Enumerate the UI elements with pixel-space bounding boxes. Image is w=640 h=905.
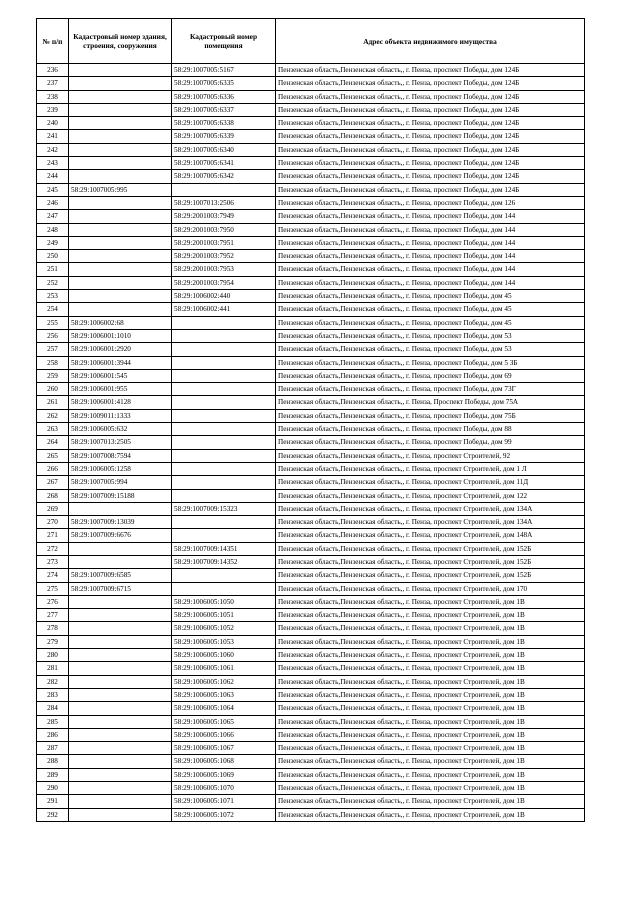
table-row [37, 688, 585, 701]
room-cadastral-cell: 58:29:1006005:1061 [172, 662, 276, 675]
row-number: 260 [37, 383, 69, 396]
room-cadastral-cell: 58:29:1006005:1062 [172, 675, 276, 688]
room-cadastral-cell: 58:29:1006005:1070 [172, 782, 276, 795]
address-cell: Пензенская область,Пензенская область,, г. Пенза, проспект Победы, дом 124Б [276, 90, 585, 103]
table-row [37, 396, 585, 409]
address-cell: Пензенская область,Пензенская область,, г. Пенза, проспект Победы, дом 144 [276, 276, 585, 289]
building-cadastral-cell [69, 130, 172, 143]
building-cadastral-cell: 58:29:1009011:1333 [69, 409, 172, 422]
address-cell: Пензенская область,Пензенская область,, г. Пенза, проспект Строителей, дом 1В [276, 635, 585, 648]
table-row [37, 702, 585, 715]
address-cell: Пензенская область,Пензенская область,, г. Пенза, проспект Победы, дом 99 [276, 436, 585, 449]
room-cadastral-cell [172, 462, 276, 475]
table-row [37, 170, 585, 183]
room-cadastral-cell: 58:29:1007005:6340 [172, 143, 276, 156]
building-cadastral-cell: 58:29:1007009:6585 [69, 569, 172, 582]
row-number: 251 [37, 263, 69, 276]
room-cadastral-cell: 58:29:1007009:15323 [172, 502, 276, 515]
row-number: 240 [37, 117, 69, 130]
row-number: 275 [37, 582, 69, 595]
room-cadastral-cell: 58:29:1007005:6338 [172, 117, 276, 130]
address-cell: Пензенская область,Пензенская область,, г. Пенза, проспект Строителей, дом 1В [276, 808, 585, 821]
address-cell: Пензенская область,Пензенская область,, г. Пенза, проспект Победы, дом 45 [276, 316, 585, 329]
header-number: № п/п [37, 19, 69, 64]
address-cell: Пензенская область,Пензенская область,, г. Пенза, проспект Победы, дом 75Б [276, 409, 585, 422]
address-cell: Пензенская область,Пензенская область,, г. Пенза, проспект Строителей, дом 1В [276, 622, 585, 635]
address-cell: Пензенская область,Пензенская область,, г. Пенза, проспект Строителей, дом 152Б [276, 542, 585, 555]
table-row [37, 157, 585, 170]
table-row [37, 383, 585, 396]
address-cell: Пензенская область,Пензенская область,, г. Пенза, проспект Строителей, дом 1 Л [276, 462, 585, 475]
room-cadastral-cell: 58:29:1006002:441 [172, 303, 276, 316]
room-cadastral-cell [172, 516, 276, 529]
row-number: 290 [37, 782, 69, 795]
table-row [37, 423, 585, 436]
room-cadastral-cell [172, 343, 276, 356]
table-row [37, 130, 585, 143]
room-cadastral-cell [172, 316, 276, 329]
room-cadastral-cell [172, 356, 276, 369]
address-cell: Пензенская область,Пензенская область,, г. Пенза, проспект Победы, дом 53 [276, 343, 585, 356]
row-number: 283 [37, 688, 69, 701]
table-row [37, 329, 585, 342]
row-number: 246 [37, 196, 69, 209]
building-cadastral-cell: 58:29:1006001:1010 [69, 329, 172, 342]
header-building-cadastral: Кадастровый номер здания, строения, сооружения [69, 19, 172, 64]
address-cell: Пензенская область,Пензенская область,, г. Пенза, проспект Строителей, дом 1В [276, 649, 585, 662]
row-number: 239 [37, 103, 69, 116]
address-cell: Пензенская область,Пензенская область,, г. Пенза, проспект Строителей, дом 134А [276, 516, 585, 529]
header-room-cadastral: Кадастровый номер помещения [172, 19, 276, 64]
row-number: 262 [37, 409, 69, 422]
building-cadastral-cell [69, 609, 172, 622]
address-cell: Пензенская область,Пензенская область,, г. Пенза, проспект Победы, дом 144 [276, 223, 585, 236]
row-number: 270 [37, 516, 69, 529]
table-row [37, 143, 585, 156]
room-cadastral-cell: 58:29:2001003:7953 [172, 263, 276, 276]
building-cadastral-cell [69, 662, 172, 675]
row-number: 259 [37, 369, 69, 382]
building-cadastral-cell [69, 728, 172, 741]
building-cadastral-cell: 58:29:1006005:632 [69, 423, 172, 436]
room-cadastral-cell [172, 449, 276, 462]
room-cadastral-cell: 58:29:1007005:6341 [172, 157, 276, 170]
address-cell: Пензенская область,Пензенская область,, г. Пенза, проспект Победы, дом 45 [276, 303, 585, 316]
table-row [37, 64, 585, 77]
building-cadastral-cell [69, 90, 172, 103]
building-cadastral-cell [69, 157, 172, 170]
room-cadastral-cell: 58:29:1007013:2506 [172, 196, 276, 209]
room-cadastral-cell: 58:29:1006005:1065 [172, 715, 276, 728]
row-number: 250 [37, 250, 69, 263]
address-cell: Пензенская область,Пензенская область,, г. Пенза, проспект Победы, дом 144 [276, 210, 585, 223]
row-number: 241 [37, 130, 69, 143]
address-cell: Пензенская область,Пензенская область,, г. Пенза, проспект Победы, дом 69 [276, 369, 585, 382]
room-cadastral-cell [172, 436, 276, 449]
table-row [37, 449, 585, 462]
address-cell: Пензенская область,Пензенская область,, г. Пенза, проспект Строителей, дом 1В [276, 795, 585, 808]
row-number: 288 [37, 755, 69, 768]
row-number: 252 [37, 276, 69, 289]
row-number: 279 [37, 635, 69, 648]
room-cadastral-cell: 58:29:1006005:1060 [172, 649, 276, 662]
table-row [37, 715, 585, 728]
row-number: 247 [37, 210, 69, 223]
table-row [37, 768, 585, 781]
building-cadastral-cell [69, 742, 172, 755]
room-cadastral-cell [172, 329, 276, 342]
building-cadastral-cell [69, 290, 172, 303]
row-number: 282 [37, 675, 69, 688]
building-cadastral-cell [69, 236, 172, 249]
row-number: 266 [37, 462, 69, 475]
room-cadastral-cell: 58:29:1006005:1068 [172, 755, 276, 768]
building-cadastral-cell [69, 303, 172, 316]
building-cadastral-cell [69, 595, 172, 608]
room-cadastral-cell: 58:29:1007005:6335 [172, 77, 276, 90]
room-cadastral-cell: 58:29:2001003:7951 [172, 236, 276, 249]
address-cell: Пензенская область,Пензенская область,, г. Пенза, проспект Строителей, дом 1В [276, 595, 585, 608]
address-cell: Пензенская область,Пензенская область,, г. Пенза, проспект Строителей, дом 1В [276, 768, 585, 781]
address-cell: Пензенская область,Пензенская область,, г. Пенза, проспект Победы, дом 5 ЗБ [276, 356, 585, 369]
row-number: 248 [37, 223, 69, 236]
address-cell: Пензенская область,Пензенская область,, г. Пенза, проспект Строителей, дом 152Б [276, 569, 585, 582]
table-row [37, 728, 585, 741]
address-cell: Пензенская область,Пензенская область,, г. Пенза, проспект Строителей, дом 1В [276, 742, 585, 755]
building-cadastral-cell [69, 210, 172, 223]
room-cadastral-cell: 58:29:1007005:6342 [172, 170, 276, 183]
row-number: 277 [37, 609, 69, 622]
row-number: 245 [37, 183, 69, 196]
row-number: 263 [37, 423, 69, 436]
building-cadastral-cell [69, 635, 172, 648]
building-cadastral-cell [69, 715, 172, 728]
address-cell: Пензенская область,Пензенская область,, г. Пенза, проспект Победы, дом 144 [276, 236, 585, 249]
row-number: 253 [37, 290, 69, 303]
row-number: 285 [37, 715, 69, 728]
table-row [37, 662, 585, 675]
address-cell: Пензенская область,Пензенская область,, г. Пенза, проспект Строителей, дом 1В [276, 609, 585, 622]
building-cadastral-cell: 58:29:1006005:1258 [69, 462, 172, 475]
building-cadastral-cell [69, 170, 172, 183]
address-cell: Пензенская область,Пензенская область,, г. Пенза, проспект Строителей, дом 1В [276, 702, 585, 715]
table-row [37, 77, 585, 90]
building-cadastral-cell [69, 103, 172, 116]
row-number: 254 [37, 303, 69, 316]
table-row [37, 569, 585, 582]
address-cell: Пензенская область,Пензенская область,, г. Пенза, проспект Строителей, дом 122 [276, 489, 585, 502]
building-cadastral-cell [69, 622, 172, 635]
row-number: 274 [37, 569, 69, 582]
building-cadastral-cell [69, 77, 172, 90]
table-row [37, 502, 585, 515]
room-cadastral-cell [172, 529, 276, 542]
table-row [37, 742, 585, 755]
building-cadastral-cell [69, 795, 172, 808]
room-cadastral-cell [172, 569, 276, 582]
table-row [37, 290, 585, 303]
table-row [37, 303, 585, 316]
address-cell: Пензенская область,Пензенская область,, г. Пенза, проспект Строителей, дом 1В [276, 782, 585, 795]
row-number: 287 [37, 742, 69, 755]
building-cadastral-cell [69, 196, 172, 209]
property-table-page [36, 18, 584, 822]
room-cadastral-cell: 58:29:1006005:1053 [172, 635, 276, 648]
room-cadastral-cell: 58:29:1007005:5167 [172, 64, 276, 77]
building-cadastral-cell [69, 702, 172, 715]
table-row [37, 276, 585, 289]
room-cadastral-cell: 58:29:1007005:6339 [172, 130, 276, 143]
address-cell: Пензенская область,Пензенская область,, г. Пенза, проспект Победы, дом 88 [276, 423, 585, 436]
room-cadastral-cell: 58:29:2001003:7952 [172, 250, 276, 263]
table-row [37, 609, 585, 622]
row-number: 237 [37, 77, 69, 90]
building-cadastral-cell: 58:29:1006001:2920 [69, 343, 172, 356]
row-number: 280 [37, 649, 69, 662]
row-number: 261 [37, 396, 69, 409]
address-cell: Пензенская область,Пензенская область,, г. Пенза, проспект Строителей, 92 [276, 449, 585, 462]
room-cadastral-cell: 58:29:2001003:7954 [172, 276, 276, 289]
room-cadastral-cell: 58:29:1006005:1066 [172, 728, 276, 741]
address-cell: Пензенская область,Пензенская область,, г. Пенза, проспект Победы, дом 53 [276, 329, 585, 342]
address-cell: Пензенская область,Пензенская область,, г. Пенза, проспект Строителей, дом 1В [276, 715, 585, 728]
row-number: 244 [37, 170, 69, 183]
room-cadastral-cell [172, 383, 276, 396]
table-row [37, 263, 585, 276]
building-cadastral-cell [69, 555, 172, 568]
building-cadastral-cell: 58:29:1007009:6676 [69, 529, 172, 542]
address-cell: Пензенская область,Пензенская область,, г. Пенза, проспект Строителей, дом 1В [276, 755, 585, 768]
building-cadastral-cell: 58:29:1006002:68 [69, 316, 172, 329]
room-cadastral-cell [172, 396, 276, 409]
table-row [37, 369, 585, 382]
building-cadastral-cell [69, 64, 172, 77]
row-number: 292 [37, 808, 69, 821]
address-cell: Пензенская область,Пензенская область,, г. Пенза, проспект Строителей, дом 148А [276, 529, 585, 542]
table-row [37, 103, 585, 116]
room-cadastral-cell: 58:29:1007009:14351 [172, 542, 276, 555]
table-row [37, 409, 585, 422]
address-cell: Пензенская область,Пензенская область,, г. Пенза, проспект Строителей, дом 1В [276, 688, 585, 701]
building-cadastral-cell [69, 808, 172, 821]
building-cadastral-cell [69, 250, 172, 263]
property-table [36, 18, 585, 822]
building-cadastral-cell: 58:29:1007008:7594 [69, 449, 172, 462]
table-row [37, 236, 585, 249]
building-cadastral-cell [69, 223, 172, 236]
table-row [37, 343, 585, 356]
address-cell: Пензенская область,Пензенская область,, г. Пенза, проспект Строителей, дом 1В [276, 675, 585, 688]
row-number: 257 [37, 343, 69, 356]
address-cell: Пензенская область,Пензенская область,, г. Пенза, проспект Строителей, дом 1В [276, 662, 585, 675]
row-number: 273 [37, 555, 69, 568]
room-cadastral-cell [172, 183, 276, 196]
row-number: 269 [37, 502, 69, 515]
building-cadastral-cell [69, 542, 172, 555]
building-cadastral-cell: 58:29:1007005:995 [69, 183, 172, 196]
row-number: 256 [37, 329, 69, 342]
table-row [37, 90, 585, 103]
address-cell: Пензенская область,Пензенская область,, г. Пенза, проспект Строителей, дом 152Б [276, 555, 585, 568]
row-number: 284 [37, 702, 69, 715]
table-row [37, 210, 585, 223]
building-cadastral-cell: 58:29:1007009:13039 [69, 516, 172, 529]
building-cadastral-cell [69, 276, 172, 289]
building-cadastral-cell [69, 688, 172, 701]
building-cadastral-cell [69, 649, 172, 662]
row-number: 243 [37, 157, 69, 170]
address-cell: Пензенская область,Пензенская область,, г. Пенза, проспект Победы, дом 124Б [276, 64, 585, 77]
row-number: 281 [37, 662, 69, 675]
row-number: 272 [37, 542, 69, 555]
room-cadastral-cell: 58:29:1006005:1067 [172, 742, 276, 755]
room-cadastral-cell [172, 476, 276, 489]
room-cadastral-cell: 58:29:1006002:440 [172, 290, 276, 303]
address-cell: Пензенская область,Пензенская область,, г. Пенза, проспект Строителей, дом 134А [276, 502, 585, 515]
row-number: 255 [37, 316, 69, 329]
row-number: 286 [37, 728, 69, 741]
table-row [37, 516, 585, 529]
address-cell: Пензенская область,Пензенская область,, г. Пенза, проспект Победы, дом 124Б [276, 77, 585, 90]
building-cadastral-cell [69, 143, 172, 156]
table-row [37, 782, 585, 795]
row-number: 276 [37, 595, 69, 608]
room-cadastral-cell: 58:29:1006005:1072 [172, 808, 276, 821]
building-cadastral-cell [69, 502, 172, 515]
table-row [37, 542, 585, 555]
table-row [37, 555, 585, 568]
room-cadastral-cell: 58:29:1006005:1063 [172, 688, 276, 701]
building-cadastral-cell: 58:29:1006001:955 [69, 383, 172, 396]
address-cell: Пензенская область,Пензенская область,, г. Пенза, проспект Победы, дом 124Б [276, 117, 585, 130]
room-cadastral-cell [172, 409, 276, 422]
row-number: 265 [37, 449, 69, 462]
room-cadastral-cell: 58:29:1006005:1064 [172, 702, 276, 715]
room-cadastral-cell: 58:29:1007009:14352 [172, 555, 276, 568]
building-cadastral-cell: 58:29:1007013:2505 [69, 436, 172, 449]
room-cadastral-cell: 58:29:1006005:1050 [172, 595, 276, 608]
room-cadastral-cell: 58:29:2001003:7949 [172, 210, 276, 223]
row-number: 278 [37, 622, 69, 635]
address-cell: Пензенская область,Пензенская область,, г. Пенза, проспект Победы, дом 144 [276, 250, 585, 263]
building-cadastral-cell [69, 675, 172, 688]
row-number: 242 [37, 143, 69, 156]
building-cadastral-cell: 58:29:1007009:15188 [69, 489, 172, 502]
address-cell: Пензенская область,Пензенская область,, г. Пенза, проспект Победы, дом 45 [276, 290, 585, 303]
address-cell: Пензенская область,Пензенская область,, г. Пенза, проспект Победы, дом 124Б [276, 157, 585, 170]
row-number: 268 [37, 489, 69, 502]
building-cadastral-cell: 58:29:1006001:3944 [69, 356, 172, 369]
table-row [37, 223, 585, 236]
table-row [37, 462, 585, 475]
address-cell: Пензенская область,Пензенская область,, г. Пенза, проспект Победы, дом 124Б [276, 170, 585, 183]
address-cell: Пензенская область,Пензенская область,, г. Пенза, проспект Строителей, дом 170 [276, 582, 585, 595]
row-number: 289 [37, 768, 69, 781]
address-cell: Пензенская область,Пензенская область,, г. Пенза, проспект Победы, дом 124Б [276, 130, 585, 143]
table-header-row [37, 19, 585, 64]
table-row [37, 675, 585, 688]
room-cadastral-cell: 58:29:1007005:6337 [172, 103, 276, 116]
address-cell: Пензенская область,Пензенская область,, г. Пенза, проспект Победы, дом 126 [276, 196, 585, 209]
table-row [37, 489, 585, 502]
table-row [37, 795, 585, 808]
table-row [37, 635, 585, 648]
address-cell: Пензенская область,Пензенская область,, г. Пенза, проспект Строителей, дом 1В [276, 728, 585, 741]
row-number: 238 [37, 90, 69, 103]
building-cadastral-cell: 58:29:1006001:545 [69, 369, 172, 382]
address-cell: Пензенская область,Пензенская область,, г. Пенза, проспект Победы, дом 124Б [276, 103, 585, 116]
table-body [37, 64, 585, 822]
address-cell: Пензенская область,Пензенская область,, г. Пенза, проспект Строителей, дом 11Д [276, 476, 585, 489]
building-cadastral-cell: 58:29:1007005:994 [69, 476, 172, 489]
table-row [37, 649, 585, 662]
row-number: 267 [37, 476, 69, 489]
room-cadastral-cell [172, 582, 276, 595]
row-number: 236 [37, 64, 69, 77]
address-cell: Пензенская область,Пензенская область,, г. Пенза, Проспект Победы, дом 75А [276, 396, 585, 409]
address-cell: Пензенская область,Пензенская область,, г. Пенза, проспект Победы, дом 144 [276, 263, 585, 276]
table-row [37, 196, 585, 209]
table-row [37, 808, 585, 821]
table-row [37, 117, 585, 130]
table-row [37, 436, 585, 449]
building-cadastral-cell [69, 782, 172, 795]
room-cadastral-cell [172, 489, 276, 502]
table-row [37, 755, 585, 768]
room-cadastral-cell: 58:29:1006005:1051 [172, 609, 276, 622]
table-row [37, 316, 585, 329]
room-cadastral-cell: 58:29:1006005:1069 [172, 768, 276, 781]
address-cell: Пензенская область,Пензенская область,, г. Пенза, проспект Победы, дом 73Г [276, 383, 585, 396]
table-row [37, 529, 585, 542]
building-cadastral-cell: 58:29:1006001:4128 [69, 396, 172, 409]
table-row [37, 622, 585, 635]
room-cadastral-cell: 58:29:1006005:1071 [172, 795, 276, 808]
room-cadastral-cell: 58:29:1006005:1052 [172, 622, 276, 635]
row-number: 258 [37, 356, 69, 369]
row-number: 291 [37, 795, 69, 808]
row-number: 249 [37, 236, 69, 249]
header-address: Адрес объекта недвижимого имущества [276, 19, 585, 64]
room-cadastral-cell [172, 369, 276, 382]
table-row [37, 356, 585, 369]
table-row [37, 595, 585, 608]
table-row [37, 183, 585, 196]
room-cadastral-cell: 58:29:2001003:7950 [172, 223, 276, 236]
address-cell: Пензенская область,Пензенская область,, г. Пенза, проспект Победы, дом 124Б [276, 183, 585, 196]
address-cell: Пензенская область,Пензенская область,, г. Пенза, проспект Победы, дом 124Б [276, 143, 585, 156]
building-cadastral-cell [69, 263, 172, 276]
building-cadastral-cell [69, 117, 172, 130]
room-cadastral-cell [172, 423, 276, 436]
room-cadastral-cell: 58:29:1007005:6336 [172, 90, 276, 103]
table-row [37, 476, 585, 489]
building-cadastral-cell: 58:29:1007009:6715 [69, 582, 172, 595]
building-cadastral-cell [69, 768, 172, 781]
table-row [37, 582, 585, 595]
row-number: 271 [37, 529, 69, 542]
table-row [37, 250, 585, 263]
row-number: 264 [37, 436, 69, 449]
building-cadastral-cell [69, 755, 172, 768]
